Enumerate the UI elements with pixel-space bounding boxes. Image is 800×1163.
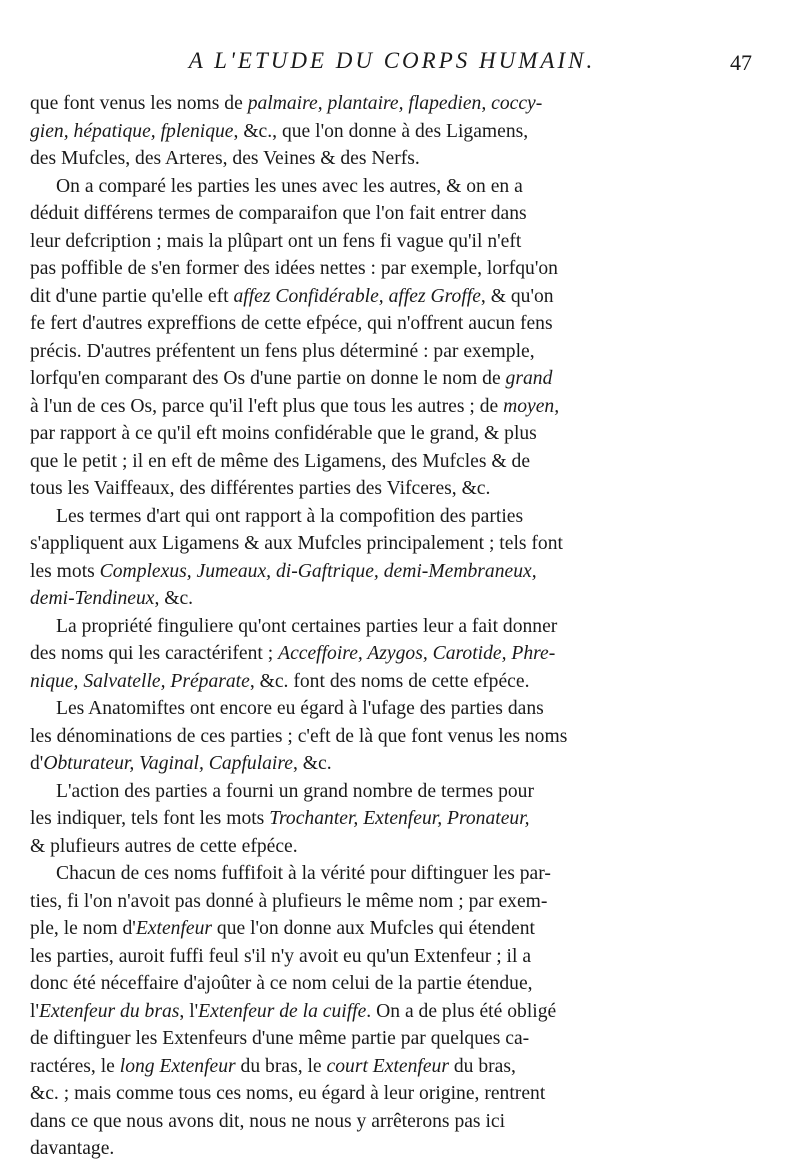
text-line: l'Extenfeur du bras, l'Extenfeur de la cuiffe. On a de plus été obligé <box>30 1000 557 1022</box>
text-line: à l'un de ces Os, parce qu'il l'eft plus que tous les autres ; de moyen, <box>30 395 560 417</box>
text-line: lorfqu'en comparant des Os d'une partie on donne le nom de grand <box>30 368 553 389</box>
text-line: gien, hépatique, fplenique, &c., que l'on donne à des Ligamens, <box>30 120 529 142</box>
text-line: par rapport à ce qu'il eft moins confidérable que le grand, & plus <box>30 423 537 444</box>
body-text <box>30 90 762 1163</box>
text-line: de diftinguer les Extenfeurs d'une même partie par quelques ca- <box>30 1028 530 1049</box>
text-line: & plufieurs autres de cette efpéce. <box>30 835 298 857</box>
page-number: 47 <box>730 50 752 75</box>
text-line: d'Obturateur, Vaginal, Capfulaire, &c. <box>30 753 332 774</box>
text-line: davantage. <box>30 1138 115 1159</box>
text-line: déduit différens termes de comparaifon que l'on fait entrer dans <box>30 203 527 224</box>
text-line: dit d'une partie qu'elle eft affez Confidérable, affez Groffe, & qu'on <box>30 285 554 307</box>
running-head: A L'ETUDE DU CORPS HUMAIN. <box>188 48 596 73</box>
text-line: des Mufcles, des Arteres, des Veines & des Nerfs. <box>30 148 420 169</box>
text-line: donc été néceffaire d'ajoûter à ce nom celui de la partie étendue, <box>30 973 533 994</box>
text-line: pas poffible de s'en former des idées nettes : par exemple, lorfqu'on <box>30 258 558 279</box>
text-line: On a comparé les parties les unes avec les autres, & on en a <box>56 175 523 197</box>
text-line: dans ce que nous avons dit, nous ne nous y arrêterons pas ici <box>30 1110 506 1132</box>
text-line: des noms qui les caractérifent ; Acceffoire, Azygos, Carotide, Phre- <box>30 643 556 664</box>
text-line: fe fert d'autres expreffions de cette efpéce, qui n'offrent aucun fens <box>30 313 553 334</box>
text-line: tous les Vaiffeaux, des différentes parties des Vifceres, &c. <box>30 478 491 499</box>
text-line: Chacun de ces noms fuffifoit à la vérité pour diftinguer les par- <box>56 863 551 884</box>
text-line: Les termes d'art qui ont rapport à la compofition des parties <box>56 505 524 527</box>
text-line: La propriété finguliere qu'ont certaines parties leur a fait donner <box>56 615 558 637</box>
text-line: précis. D'autres préfentent un fens plus déterminé : par exemple, <box>30 340 535 362</box>
text-line: les parties, auroit fuffi feul s'il n'y avoit eu qu'un Extenfeur ; il a <box>30 945 532 967</box>
page-header <box>112 40 752 88</box>
text-line: les mots Complexus, Jumeaux, di-Gaftrique, demi-Membraneux, <box>30 560 537 582</box>
text-line: les indiquer, tels font les mots Trochanter, Extenfeur, Pronateur, <box>30 808 530 829</box>
text-line: &c. ; mais comme tous ces noms, eu égard à leur origine, rentrent <box>30 1083 546 1104</box>
text-line: ple, le nom d'Extenfeur que l'on donne aux Mufcles qui étendent <box>30 918 535 939</box>
text-line: nique, Salvatelle, Préparate, &c. font des noms de cette efpéce. <box>30 670 530 692</box>
text-line: L'action des parties a fourni un grand nombre de termes pour <box>56 780 534 802</box>
text-line: demi-Tendineux, &c. <box>30 588 194 609</box>
text-line: Les Anatomiftes ont encore eu égard à l'ufage des parties dans <box>56 698 544 719</box>
text-line: ractéres, le long Extenfeur du bras, le court Extenfeur du bras, <box>30 1055 516 1077</box>
text-line: leur defcription ; mais la plûpart ont un fens fi vague qu'il n'eft <box>30 230 522 252</box>
text-line: que font venus les noms de palmaire, plantaire, flapedien, coccy- <box>30 93 543 114</box>
text-line: que le petit ; il en eft de même des Ligamens, des Mufcles & de <box>30 450 531 472</box>
text-line: ties, fi l'on n'avoit pas donné à plufieurs le même nom ; par exem- <box>30 890 548 912</box>
text-line: les dénominations de ces parties ; c'eft de là que font venus les noms <box>30 725 568 747</box>
text-line: s'appliquent aux Ligamens & aux Mufcles principalement ; tels font <box>30 533 563 554</box>
